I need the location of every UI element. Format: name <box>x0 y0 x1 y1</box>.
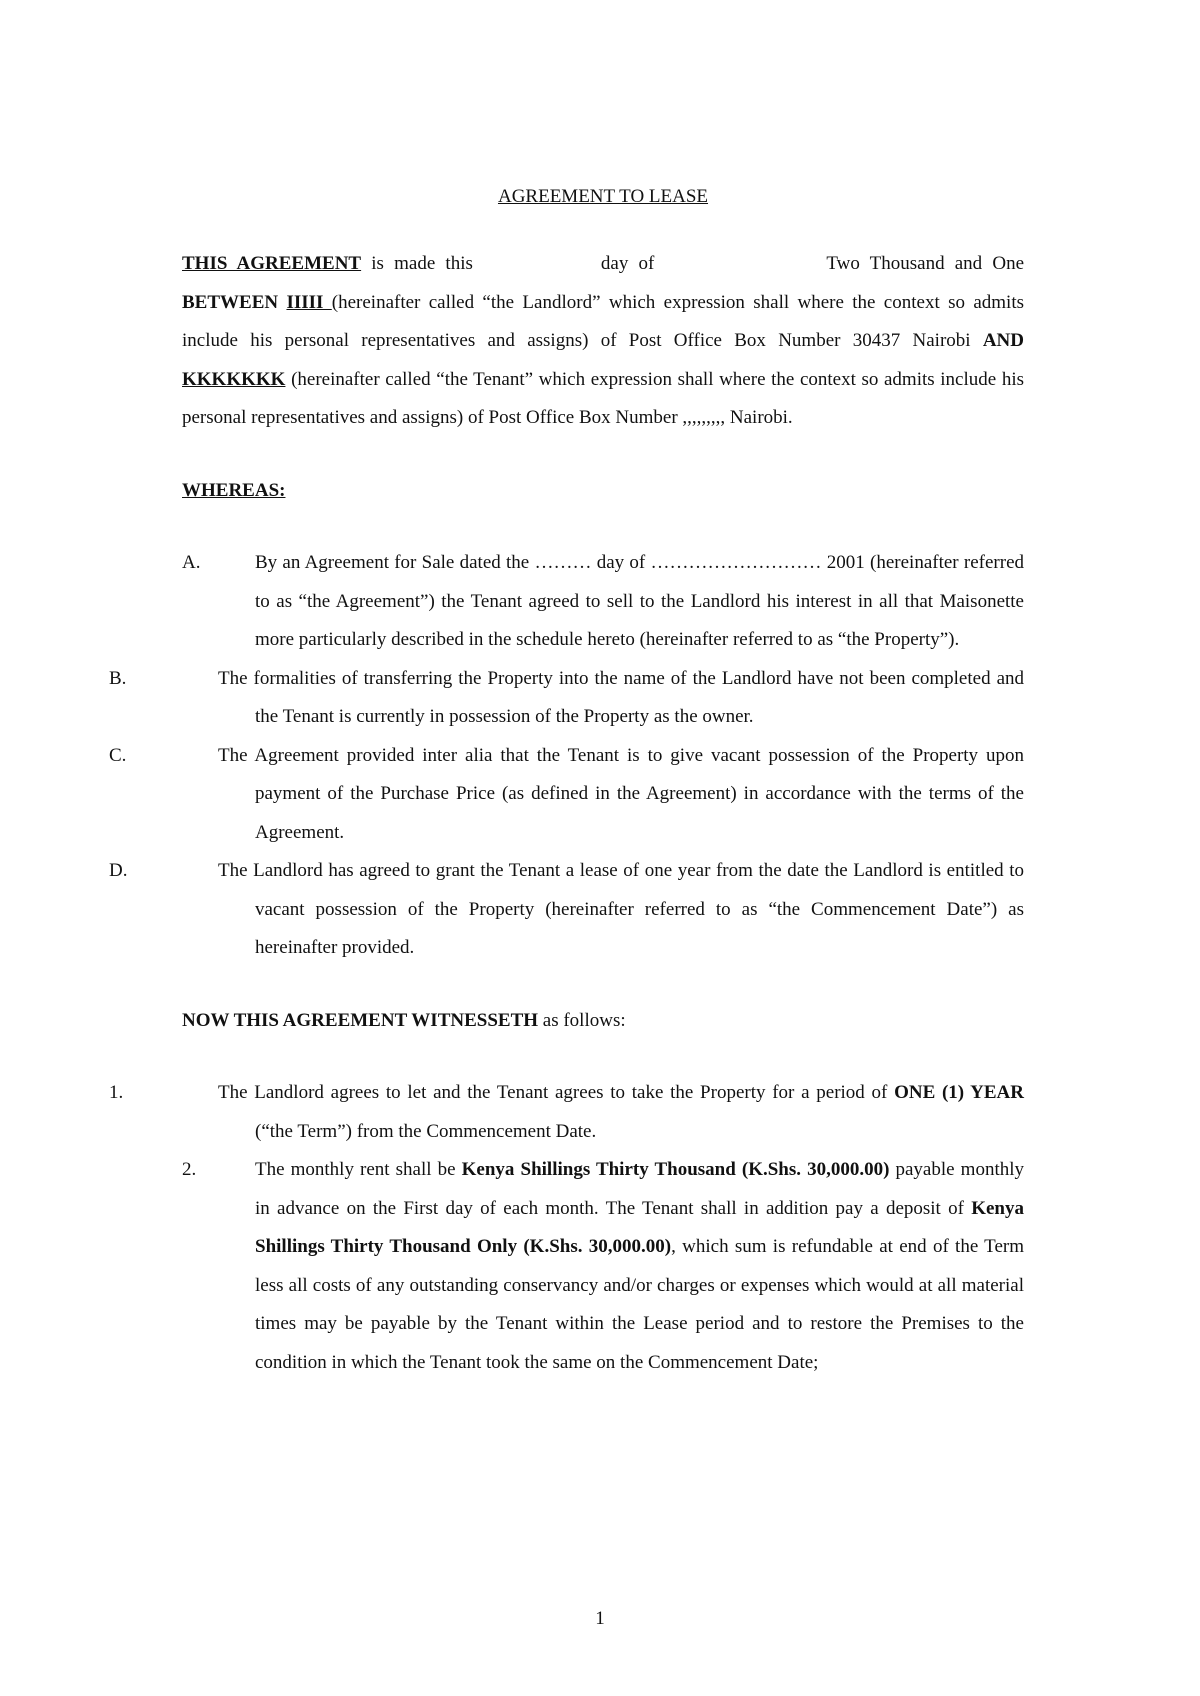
witness-rest: as follows: <box>538 1009 626 1031</box>
recital-text: The Agreement provided inter alia that the Tenant is to give vacant possession of the Property upon payment of the Purchase Price (as defined in the Agreement) in accordance with the terms of the Agreement. <box>218 744 1024 843</box>
clause-2-text-3: , which sum is refundable at end of the Term less all costs of any outstanding conservancy and/or charges or expenses which would at all material times may be payable by the Tenant within the Lease period and to restore the Premises to the condition in which the Tenant took the same on the Commencement Date; <box>255 1236 1025 1373</box>
clause-mark: 2. <box>182 1159 197 1180</box>
recital-d <box>109 852 1024 968</box>
recital-mark: D. <box>109 860 128 881</box>
clause-1-term: ONE (1) YEAR <box>894 1082 1024 1103</box>
clause-1-text-1: The Landlord agrees to let and the Tenant agrees to take the Property for a period of <box>218 1082 895 1103</box>
recital-c <box>109 737 1024 853</box>
clause-1-text-2: (“the Term”) from the Commencement Date. <box>255 1120 597 1142</box>
recital-mark: C. <box>109 744 127 766</box>
intro-lead: THIS AGREEMENT <box>182 253 362 274</box>
intro-text-5: (hereinafter called “the Tenant” which expression shall where the context so admits include his personal representatives and assigns) of Post Office Box Number ,,,,,,,,, Nairobi. <box>182 368 1024 428</box>
clause-2-text-2: payable monthly in advance on the First day of each month. The Tenant shall in addition pay a deposit of <box>255 1159 1024 1219</box>
clause-1 <box>109 1074 1024 1151</box>
intro-text-2: day of <box>600 253 655 274</box>
clause-2-text-1: The monthly rent shall be <box>255 1159 462 1180</box>
intro-text-1: is made this <box>361 253 473 274</box>
document-body <box>109 183 1025 1382</box>
landlord-name: IIIII <box>286 291 332 313</box>
recital-text: By an Agreement for Sale dated the ……… day of ……………………… 2001 (hereinafter referred to as “the Agreement”) the Tenant agreed to sell to the Landlord his interest in all that Maisonette more particularly described in the schedule hereto (hereinafter referred to as “the Property”). <box>255 552 1024 650</box>
clause-mark: 1. <box>109 1082 124 1103</box>
recitals-list <box>109 544 1024 968</box>
whereas-heading: WHEREAS: <box>182 479 286 501</box>
clause-2-rent-amount: Kenya Shillings Thirty Thousand (K.Shs. 30,000.00) <box>461 1159 890 1180</box>
clause-text <box>218 1082 1024 1142</box>
clause-text <box>255 1159 1024 1373</box>
intro-text-3: Two Thousand and One <box>826 253 1025 274</box>
intro-and: AND <box>982 330 1024 351</box>
recital-text: The formalities of transferring the Property into the name of the Landlord have not been completed and the Tenant is currently in possession of the Property as the owner. <box>218 667 1024 727</box>
clause-2 <box>182 1151 1024 1382</box>
clauses-list <box>109 1074 1025 1382</box>
witness-bold: NOW THIS AGREEMENT WITNESSETH <box>182 1009 539 1031</box>
intro-text-4: (hereinafter called “the Landlord” which expression shall where the context so admits include his personal representatives and assigns) of Post Office Box Number 30437 Nairobi <box>182 291 1024 351</box>
tenant-name: KKKKKKK <box>182 368 286 390</box>
intro-between: BETWEEN <box>182 291 279 313</box>
clause-2-deposit-amount: Kenya Shillings Thirty Thousand Only (K.Shs. 30,000.00) <box>255 1197 1024 1257</box>
intro-paragraph <box>182 245 1024 438</box>
recital-mark: B. <box>109 667 127 689</box>
recital-a <box>182 544 1024 660</box>
page-number: 1 <box>595 1608 605 1629</box>
document-title: AGREEMENT TO LEASE <box>497 186 709 207</box>
recital-b <box>109 660 1024 737</box>
recital-mark: A. <box>182 552 201 573</box>
witness-paragraph <box>182 1002 1024 1041</box>
recital-text: The Landlord has agreed to grant the Tenant a lease of one year from the date the Landlord is entitled to vacant possession of the Property (hereinafter referred to as “the Commencement Date”) as hereinafter provided. <box>218 860 1024 958</box>
